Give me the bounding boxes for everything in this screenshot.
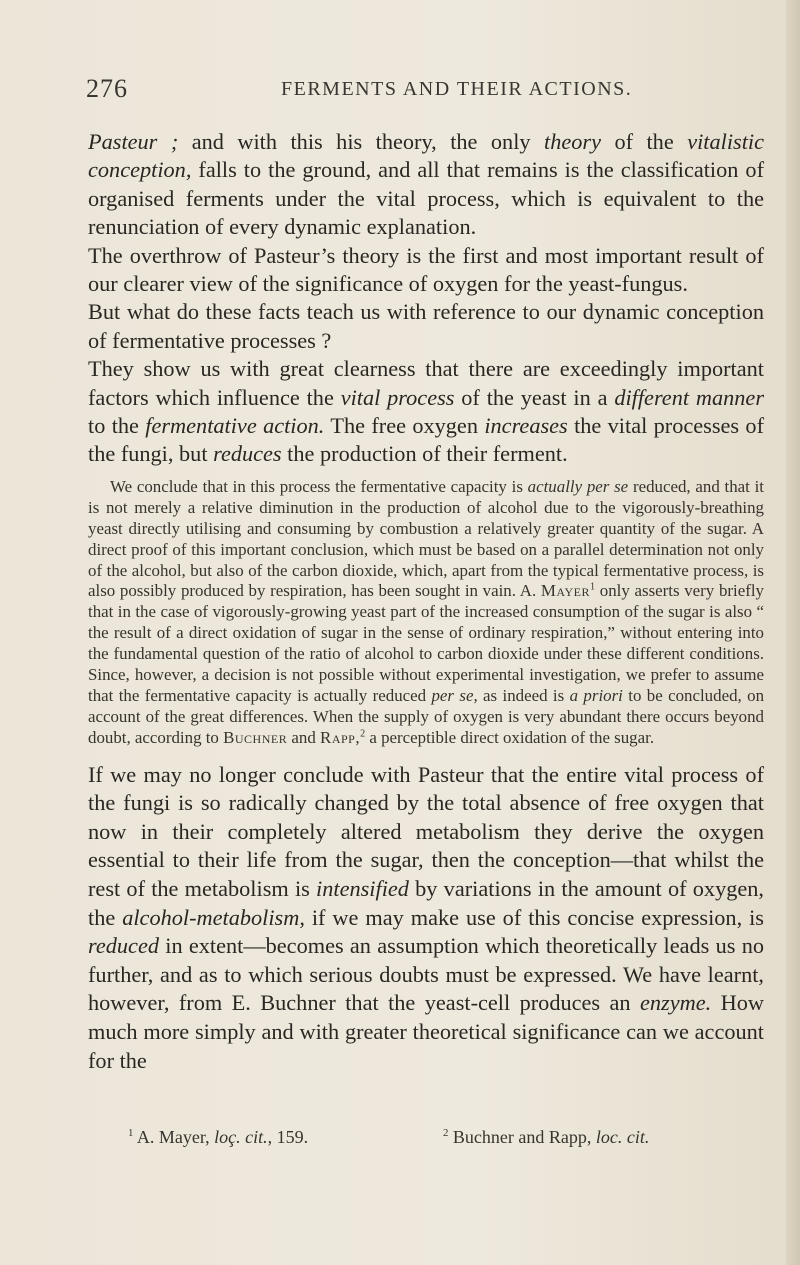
text-run: The overthrow of Pasteur’s theory is the first and most important result of our clearer view of the significance of oxygen for the yeast-fungus. [88, 242, 764, 297]
italic-text: Pasteur ; [88, 129, 179, 154]
paragraph-6 [88, 761, 764, 1076]
italic-text: fermentative action. [145, 413, 325, 439]
footnote-number: 2 [443, 1127, 449, 1139]
italic-text: intensified [316, 876, 409, 902]
text-run: reduced, and that it is not merely a relative diminution in the production of alcohol due to the vigorously-breathing yeast directly utilising and consuming by combustion a relatively greater quantity of the sugar. A direct proof of this important conclusion, which must be based on a parallel determination not only of the alcohol, but also of the carbon dioxide, which, apart from the typical fermentative process, is also possibly produced by respiration, has been sought in vain. A. [88, 476, 764, 601]
text-run: to the [88, 413, 146, 439]
footnote-ref: 1 [589, 581, 596, 593]
italic-text: loc. cit. [595, 1127, 650, 1147]
italic-text: reduces [213, 441, 282, 467]
paragraph-4 [88, 355, 764, 469]
text-run: only asserts very briefly that in the case of vigorously-growing yeast part of the increased consumption of the sugar is also “ the result of a direct oxidation of sugar in the sense of ordinary respiration,” without entering into the fundamental question of the ratio of alcohol to carbon dioxide under these different conditions. Since, however, a decision is not possible without experimental investigation, we prefer to assume that the fermentative capacity is actually reduced [88, 581, 764, 705]
text-run: the production of their ferment. [281, 441, 568, 467]
author-name: Mayer [540, 581, 590, 601]
text-run: to be concluded, on account of the great differences. When the supply of oxygen is very abundant there occurs beyond doubt, according to [88, 685, 765, 747]
footnote-number: 1 [128, 1127, 134, 1139]
paragraph-1 [88, 128, 764, 242]
page-edge [786, 0, 800, 1265]
text-run: if we may make use of this concise expression, is [304, 904, 764, 930]
author-name: Buchner [223, 727, 288, 747]
italic-text: different manner [614, 384, 765, 410]
text-run: of the yeast in a [454, 384, 615, 410]
text-run: Buchner and Rapp, [448, 1127, 596, 1147]
text-run: How much more simply and with greater theoretical significance can we account for the [88, 990, 764, 1073]
italic-text: actually per se [527, 476, 629, 496]
italic-text: enzyme. [640, 990, 712, 1016]
author-name: Rapp, [320, 727, 361, 747]
text-run: A. Mayer, [133, 1127, 215, 1147]
text-run: the vital processes of the fungi, but [88, 413, 764, 467]
text-run: in extent—becomes an assumption which theoretically leads us no further, and as to which serious doubts must be expressed. We have learnt, however, from E. Buchner that the yeast-cell produces an [88, 933, 764, 1016]
text-run: and [287, 727, 321, 747]
running-head: FERMENTS AND THEIR ACTIONS. [281, 78, 633, 100]
footnote-1 [128, 1127, 308, 1148]
italic-text: reduced [88, 933, 159, 959]
text-run: falls to the ground, and all that remains is the classification of organised ferments under the vital process, which is equivalent to the renunciation of every dynamic explanation. [88, 157, 764, 240]
italic-text: increases [484, 413, 568, 439]
text-run: and with this his theory, the only [178, 129, 545, 154]
text-run: But what do these facts teach us with reference to our dynamic conception of fermentative processes ? [88, 299, 764, 353]
page-header [86, 74, 786, 110]
text-run: They show us with great clearness that there are exceedingly important factors which influence the [88, 356, 764, 410]
text-run: , 159. [267, 1127, 309, 1147]
text-run: If we may no longer conclude with Pasteur that the entire vital process of the fungi is so radically changed by the total absence of free oxygen that now in their completely altered metabolism they derive the oxygen essential to their life from the sugar, then the conception—that whilst the rest of the metabolism is [88, 761, 764, 902]
footnote-ref: 2 [360, 728, 366, 740]
italic-text: loç. cit. [214, 1127, 268, 1147]
text-run: The free oxygen [324, 413, 485, 439]
page-number: 276 [86, 74, 128, 103]
text-run: a perceptible direct oxidation of the sugar. [365, 727, 655, 747]
italic-text: theory [544, 129, 601, 154]
paragraph-2 [88, 242, 764, 299]
footnotes [128, 1127, 768, 1148]
italic-text: per se, [431, 685, 478, 705]
italic-text: vital process [340, 384, 455, 410]
text-run: We conclude that in this process the fermentative capacity is [110, 476, 528, 496]
paragraph-3 [88, 298, 764, 355]
text-run: by variations in the amount of oxygen, the [88, 876, 764, 930]
text-run: as indeed is [477, 685, 570, 705]
paragraph-small-print [88, 477, 764, 749]
italic-text: vitalistic conception, [88, 129, 764, 183]
text-run: of the [600, 129, 688, 154]
italic-text: alcohol-metabolism, [122, 904, 305, 930]
body-text [88, 128, 764, 1075]
footnote-2 [443, 1127, 649, 1148]
italic-text: a priori [569, 685, 623, 705]
